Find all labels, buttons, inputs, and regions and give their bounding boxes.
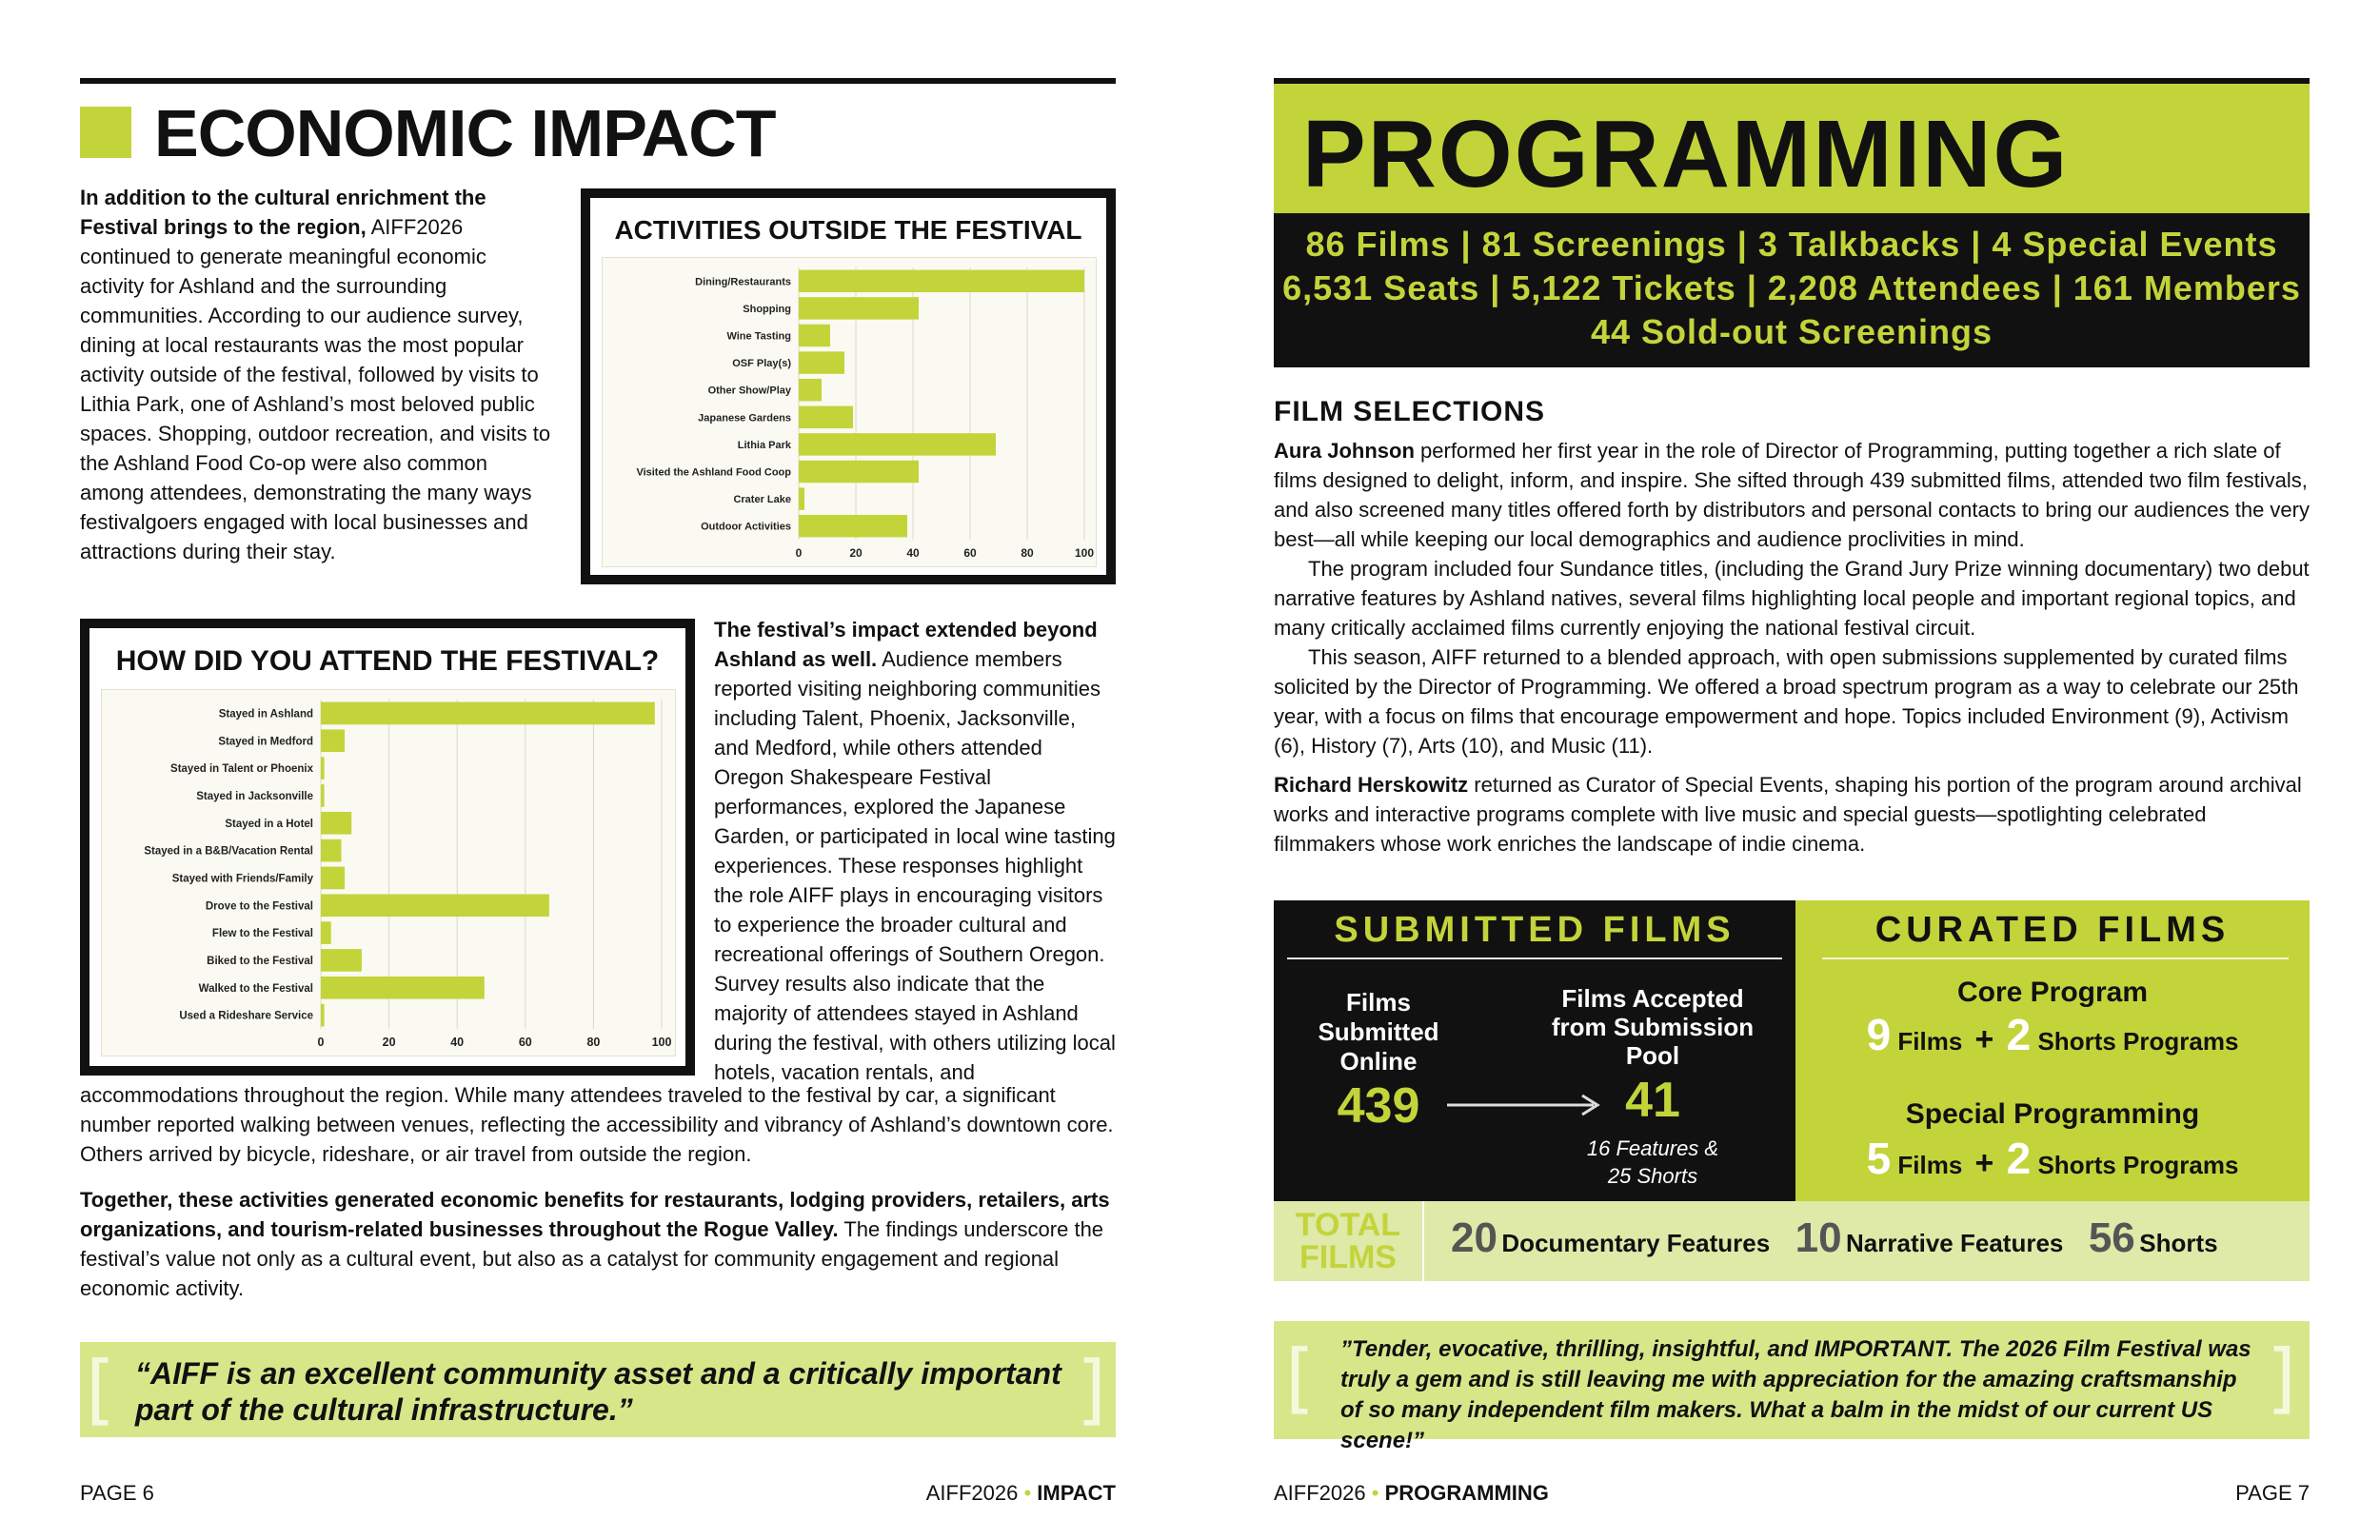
category-label: Japanese Gardens xyxy=(698,412,791,424)
bar xyxy=(321,1004,325,1027)
category-label: Drove to the Festival xyxy=(205,900,313,913)
special-shorts-label: Shorts Programs xyxy=(2037,1151,2239,1179)
attendance-chart xyxy=(80,619,695,1076)
panel-heading: CURATED FILMS xyxy=(1874,910,2231,950)
online-value: 439 xyxy=(1337,1078,1420,1134)
bar xyxy=(321,757,325,780)
category-label: Used a Rideshare Service xyxy=(179,1010,313,1022)
core-label: Core Program xyxy=(1956,977,2149,1008)
plus-sign: + xyxy=(1974,1021,1994,1057)
category-label: Stayed in Jacksonville xyxy=(196,790,313,802)
tick-label: 40 xyxy=(450,1036,465,1049)
bracket-open: [ xyxy=(86,1345,116,1433)
bar xyxy=(799,515,907,537)
tick-label: 100 xyxy=(651,1036,672,1049)
category-label: Wine Tasting xyxy=(726,330,791,343)
bar xyxy=(321,949,362,972)
accepted-note: 16 Features & 25 Shorts xyxy=(1586,1136,1719,1188)
bracket-close: ] xyxy=(2266,1333,2296,1422)
special-shorts-count: 2 xyxy=(2006,1134,2032,1183)
tick-label: 20 xyxy=(382,1036,396,1049)
bar xyxy=(321,702,655,725)
tick-label: 20 xyxy=(849,546,863,560)
bar xyxy=(321,867,345,890)
bar xyxy=(321,729,345,752)
stat-line: 44 Sold-out Screenings xyxy=(1590,312,1993,351)
category-label: Stayed in a B&B/Vacation Rental xyxy=(144,845,313,858)
film-selections-heading: FILM SELECTIONS xyxy=(1274,396,1545,427)
bar xyxy=(799,351,844,373)
pull-quote xyxy=(80,1342,1116,1437)
stats-bar xyxy=(1274,213,2310,367)
core-shorts-label: Shorts Programs xyxy=(2037,1027,2239,1056)
page-title: PROGRAMMING xyxy=(1302,101,2070,207)
core-films-count: 9 xyxy=(1866,1010,1892,1059)
paragraph-text: The program included four Sundance titles, (including the Grand Jury Prize winning documentary) two debut narrative features by Ashland natives, several films highlighting local people and important regional topics, and many critically acclaimed films currently enjoying the national festival circuit. xyxy=(1274,557,2310,640)
chart-svg xyxy=(603,258,1096,566)
bracket-open: [ xyxy=(1285,1333,1316,1422)
category-label: Stayed in Talent or Phoenix xyxy=(170,763,313,776)
tick-label: 80 xyxy=(1021,546,1034,560)
special-films-label: Films xyxy=(1897,1151,1963,1179)
paragraph-text: returned as Curator of Special Events, shaping his portion of the program around archival works and interactive programs complete with live music and special guests—spotlighting celebrated filmmakers whose work enriches the landscape of indie cinema. xyxy=(1274,773,2302,856)
shorts-count: 56 xyxy=(2088,1214,2135,1261)
footer-dot: • xyxy=(1371,1481,1379,1505)
paragraph-text: This season, AIFF returned to a blended approach, with open submissions supplemented by curated films solicited by the Director of Programming. We offered a broad spectrum program as a way to celebrate our 25th year, with a focus on films that encourage empowerment and hope. Topics included Environment (9), Activism (6), History (7), Arts (10), and Music (11). xyxy=(1274,645,2299,758)
category-label: Stayed in a Hotel xyxy=(225,818,313,830)
special-breakdown xyxy=(1795,1133,2310,1184)
page-number: PAGE 6 xyxy=(80,1481,154,1505)
bar xyxy=(321,977,485,999)
stat-line: 86 Films | 81 Screenings | 3 Talkbacks | 4 Special Events xyxy=(1305,225,2278,264)
quote-text: ”Tender, evocative, thrilling, insightful, and IMPORTANT. The 2026 Film Festival was truly a gem and is still leaving me with appreciation for the amazing craftsmanship of so many independent film makers. What a balm in the midst of our current US scene!” xyxy=(1340,1336,2251,1453)
online-label: Films Submitted Online xyxy=(1318,988,1439,1076)
bar xyxy=(799,406,853,428)
special-label: Special Programming xyxy=(1905,1098,2200,1130)
bar xyxy=(321,921,331,944)
page-title: ECONOMIC IMPACT xyxy=(154,96,776,170)
pull-quote xyxy=(1274,1321,2310,1453)
submitted-films-panel xyxy=(1274,900,1795,1201)
category-label: Other Show/Play xyxy=(707,385,791,397)
core-shorts-count: 2 xyxy=(2006,1010,2032,1059)
footer-brand: AIFF2026 xyxy=(925,1481,1019,1505)
paragraph-text: performed her first year in the role of Director of Programming, putting together a rich slate of films designed to delight, inform, and inspire. She sifted through 439 submitted films, attended two film festivals, and also screened many titles offered forth by distributors and personal contacts to bring our audiences the very best—all while keeping our local demographics and audience proclivities in mind. xyxy=(1274,439,2310,551)
category-label: Visited the Ashland Food Coop xyxy=(636,466,791,479)
chart-svg xyxy=(102,690,675,1056)
core-films-label: Films xyxy=(1897,1027,1963,1056)
category-label: Outdoor Activities xyxy=(701,521,791,533)
category-label: Stayed in Ashland xyxy=(218,708,313,721)
bar xyxy=(799,325,830,346)
category-label: Stayed in Medford xyxy=(218,736,313,748)
chart-title: ACTIVITIES OUTSIDE THE FESTIVAL xyxy=(614,215,1082,245)
curator-name: Richard Herskowitz xyxy=(1274,773,1469,797)
tick-label: 100 xyxy=(1074,546,1095,560)
total-label-line: FILMS xyxy=(1299,1239,1397,1275)
bar xyxy=(321,784,325,807)
category-label: Flew to the Festival xyxy=(211,928,313,940)
together-body: The findings underscore the festival’s value not only as a cultural event, but also as a catalyst for community engagement and regional economic activity. xyxy=(80,1217,1104,1300)
accepted-label: Films Accepted from Submission Pool xyxy=(1551,984,1755,1070)
bar xyxy=(321,894,549,917)
impact-paragraph xyxy=(714,615,1116,1087)
total-label xyxy=(1291,1209,1405,1273)
total-label-line: TOTAL xyxy=(1295,1207,1401,1243)
doc-label: Documentary Features xyxy=(1501,1229,1771,1257)
bar xyxy=(799,297,919,319)
impact-lead: The festival’s impact extended beyond Ashland as well. xyxy=(714,618,1098,671)
category-label: Stayed with Friends/Family xyxy=(171,873,313,885)
core-breakdown xyxy=(1795,1009,2310,1060)
tick-label: 0 xyxy=(317,1036,325,1049)
director-name: Aura Johnson xyxy=(1274,439,1415,463)
bar xyxy=(799,487,804,509)
intro-lead: In addition to the cultural enrichment the Festival brings to the region, xyxy=(80,186,486,239)
category-label: Crater Lake xyxy=(733,494,791,506)
panel-heading: SUBMITTED FILMS xyxy=(1334,910,1735,950)
narrative-label: Narrative Features xyxy=(1846,1229,2064,1257)
accepted-value: 41 xyxy=(1625,1073,1680,1128)
category-label: Shopping xyxy=(743,303,791,315)
page-number: PAGE 7 xyxy=(2235,1481,2310,1505)
tick-label: 60 xyxy=(963,546,977,560)
stat-line: 6,531 Seats | 5,122 Tickets | 2,208 Attendees | 161 Members xyxy=(1282,268,2301,307)
category-label: OSF Play(s) xyxy=(732,358,791,370)
special-films-count: 5 xyxy=(1866,1134,1892,1183)
footer-section-name: PROGRAMMING xyxy=(1384,1481,1549,1505)
footer-brand: AIFF2026 xyxy=(1274,1481,1366,1505)
chart-title: HOW DID YOU ATTEND THE FESTIVAL? xyxy=(115,645,660,677)
tick-label: 40 xyxy=(906,546,920,560)
curated-films-panel xyxy=(1795,900,2310,1201)
category-label: Dining/Restaurants xyxy=(695,276,791,288)
impact-body: Audience members reported visiting neighboring communities including Talent, Phoenix, Jacksonville, and Medford, while others attended Oregon Shakespeare Festival performances, explored the Japanese Garden, or participated in local wine tasting experiences. These responses highlight the role AIFF plays in encouraging visitors to experience the broader cultural and recreational offerings of Southern Oregon. Survey results also indicate that the majority of attendees stayed in Ashland during the festival, with others utilizing local hotels, vacation rentals, and xyxy=(714,647,1116,1084)
top-rule xyxy=(80,78,1116,84)
footer-dot: • xyxy=(1023,1481,1032,1505)
activities-chart xyxy=(581,188,1116,584)
category-label: Lithia Park xyxy=(737,439,791,451)
divider xyxy=(1822,958,2289,959)
bar xyxy=(799,270,1084,292)
total-films-bar xyxy=(1274,1201,2310,1281)
chart-plot-area xyxy=(101,689,676,1056)
footer-section xyxy=(1274,1481,1549,1506)
intro-paragraph xyxy=(80,183,556,566)
plus-sign: + xyxy=(1974,1145,1994,1181)
bar xyxy=(799,379,822,401)
film-selections-body xyxy=(1274,436,2310,859)
bracket-close: ] xyxy=(1076,1345,1106,1433)
shorts-label: Shorts xyxy=(2139,1229,2218,1257)
footer-section-name: IMPACT xyxy=(1037,1481,1116,1505)
narrative-count: 10 xyxy=(1795,1214,1842,1261)
category-label: Walked to the Festival xyxy=(198,982,313,995)
tick-label: 60 xyxy=(518,1036,532,1049)
bar xyxy=(321,839,341,862)
bar xyxy=(799,461,919,483)
together-lead: Together, these activities generated economic benefits for restaurants, lodging providers, retailers, arts organizations, and tourism-related businesses throughout the Rogue Valley. xyxy=(80,1188,1110,1241)
impact-continued: accommodations throughout the region. While many attendees traveled to the festival by car, a significant number reported walking between venues, reflecting the accessibility and vibrancy of Ashland’s downtown core. Others arrived by bicycle, rideshare, or air travel from outside the region. xyxy=(80,1083,1114,1166)
together-paragraph xyxy=(80,1185,1116,1303)
bar xyxy=(321,812,351,835)
chart-plot-area xyxy=(602,257,1097,567)
divider xyxy=(1287,958,1782,959)
tick-label: 80 xyxy=(586,1036,601,1049)
doc-count: 20 xyxy=(1451,1214,1497,1261)
divider xyxy=(1422,1201,1424,1281)
tick-label: 0 xyxy=(795,546,803,560)
intro-body: AIFF2026 continued to generate meaningful economic activity for Ashland and the surrounding communities. According to our audience survey, dining at local restaurants was the most popular activity outside of the festival, followed by visits to Lithia Park, one of Ashland’s most beloved public spaces. Shopping, outdoor recreation, and visits to the Ashland Food Co-op were also common among attendees, demonstrating the many ways festivalgoers engaged with local businesses and attractions during their stay. xyxy=(80,215,551,563)
quote-text: “AIFF is an excellent community asset and a critically important part of the cultural infrastructure.” xyxy=(135,1356,1061,1427)
total-breakdown xyxy=(1451,1214,2218,1262)
section-marker xyxy=(80,107,131,158)
footer-section xyxy=(926,1481,1116,1506)
category-label: Biked to the Festival xyxy=(207,955,313,967)
bar xyxy=(799,433,996,455)
